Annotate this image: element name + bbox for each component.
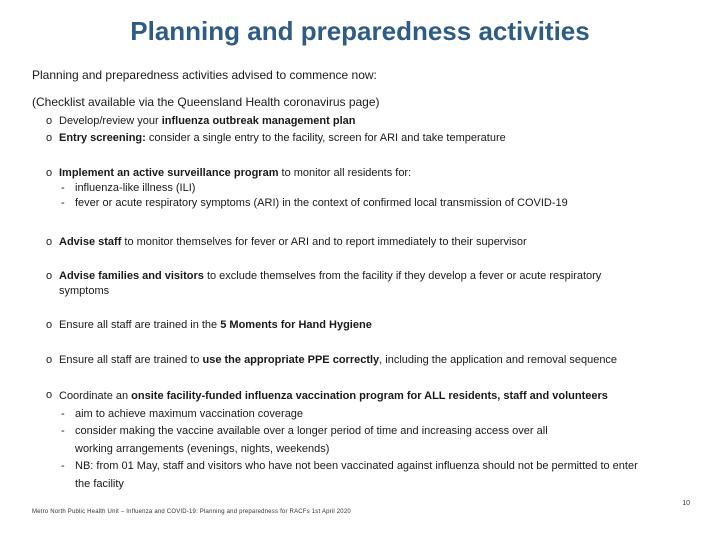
item-bold-text: Entry screening:	[59, 132, 146, 144]
sub-marker: -	[61, 460, 65, 472]
sub-item	[59, 196, 706, 211]
item-bold-text: onsite facility-funded influenza vaccination program for ALL residents, staff and volunteers	[131, 390, 608, 402]
sub-marker: -	[61, 182, 65, 194]
bullet-marker: o	[46, 319, 53, 331]
list-item-advise-staff	[46, 235, 706, 250]
sub-item-continuation: working arrangements (evenings, nights, weekends)	[75, 442, 330, 455]
sub-item	[59, 181, 706, 196]
sub-item-text: influenza-like illness (ILI)	[75, 182, 196, 194]
item-text: Coordinate an	[59, 390, 132, 402]
sub-item-continuation: the facility	[75, 477, 124, 490]
bullet-marker: o	[46, 132, 53, 144]
item-text: to monitor themselves for fever or ARI and to report immediately to their supervisor	[121, 236, 527, 248]
sub-item	[59, 423, 706, 441]
page-number: 10	[682, 500, 690, 507]
sub-marker: -	[61, 197, 65, 209]
item-text: Ensure all staff are trained to	[59, 354, 203, 366]
sub-item	[59, 458, 706, 476]
item-text: , including the application and removal sequence	[379, 354, 618, 366]
item-text: Ensure all staff are trained in the	[59, 319, 221, 331]
sub-item-text: fever or acute respiratory symptoms (ARI) in the context of confirmed local transmission of COVID-19	[75, 197, 568, 209]
sub-item-text: NB: from 01 May, staff and visitors who have not been vaccinated against influenza should not be permitted to enter	[75, 460, 638, 472]
item-bold-text: use the appropriate PPE correctly	[202, 354, 380, 366]
bullet-marker: o	[46, 354, 53, 366]
page-title: Planning and preparedness activities	[130, 16, 590, 46]
item-text: Develop/review your	[59, 115, 162, 127]
bullet-marker: o	[46, 236, 53, 248]
bullet-marker: o	[46, 167, 53, 179]
sub-item	[59, 406, 706, 424]
item-bold-text: Advise staff	[59, 236, 122, 248]
item-bold-text: 5 Moments for Hand Hygiene	[220, 319, 372, 331]
sub-marker: -	[61, 407, 65, 420]
footer-text: Metro North Public Health Unit – Influenza and COVID-19: Planning and preparedness for RACFs 1st April 2020	[32, 509, 351, 515]
bullet-marker: o	[46, 115, 53, 127]
bullet-marker: o	[46, 389, 53, 401]
list-item-ppe	[46, 353, 706, 368]
list-item-entry-screening	[46, 131, 706, 146]
list-item-develop-plan	[46, 114, 706, 129]
sub-item-text: aim to achieve maximum vaccination coverage	[75, 407, 304, 420]
sub-item-text: consider making the vaccine available over a longer period of time and increasing access over all	[75, 425, 548, 437]
item-text: consider a single entry to the facility, screen for ARI and take temperature	[145, 132, 506, 144]
list-item-surveillance	[46, 166, 706, 211]
item-text: to monitor all residents for:	[278, 167, 412, 179]
sub-marker: -	[61, 425, 65, 437]
item-bold-text: Implement an active surveillance program	[59, 167, 279, 179]
intro-line: Planning and preparedness activities advised to commence now:	[32, 68, 377, 82]
list-item-advise-families	[46, 269, 706, 299]
item-bold-text: Advise families and visitors	[59, 270, 204, 282]
checklist-note: (Checklist available via the Queensland Health coronavirus page)	[32, 95, 380, 109]
item-bold-text: influenza outbreak management plan	[161, 115, 356, 127]
item-text: to exclude themselves from the facility if they develop a fever or acute respiratory	[203, 270, 602, 282]
list-item-hand-hygiene	[46, 318, 706, 333]
list-item-vaccination	[46, 388, 706, 493]
item-continuation: symptoms	[59, 285, 110, 297]
bullet-marker: o	[46, 270, 53, 282]
